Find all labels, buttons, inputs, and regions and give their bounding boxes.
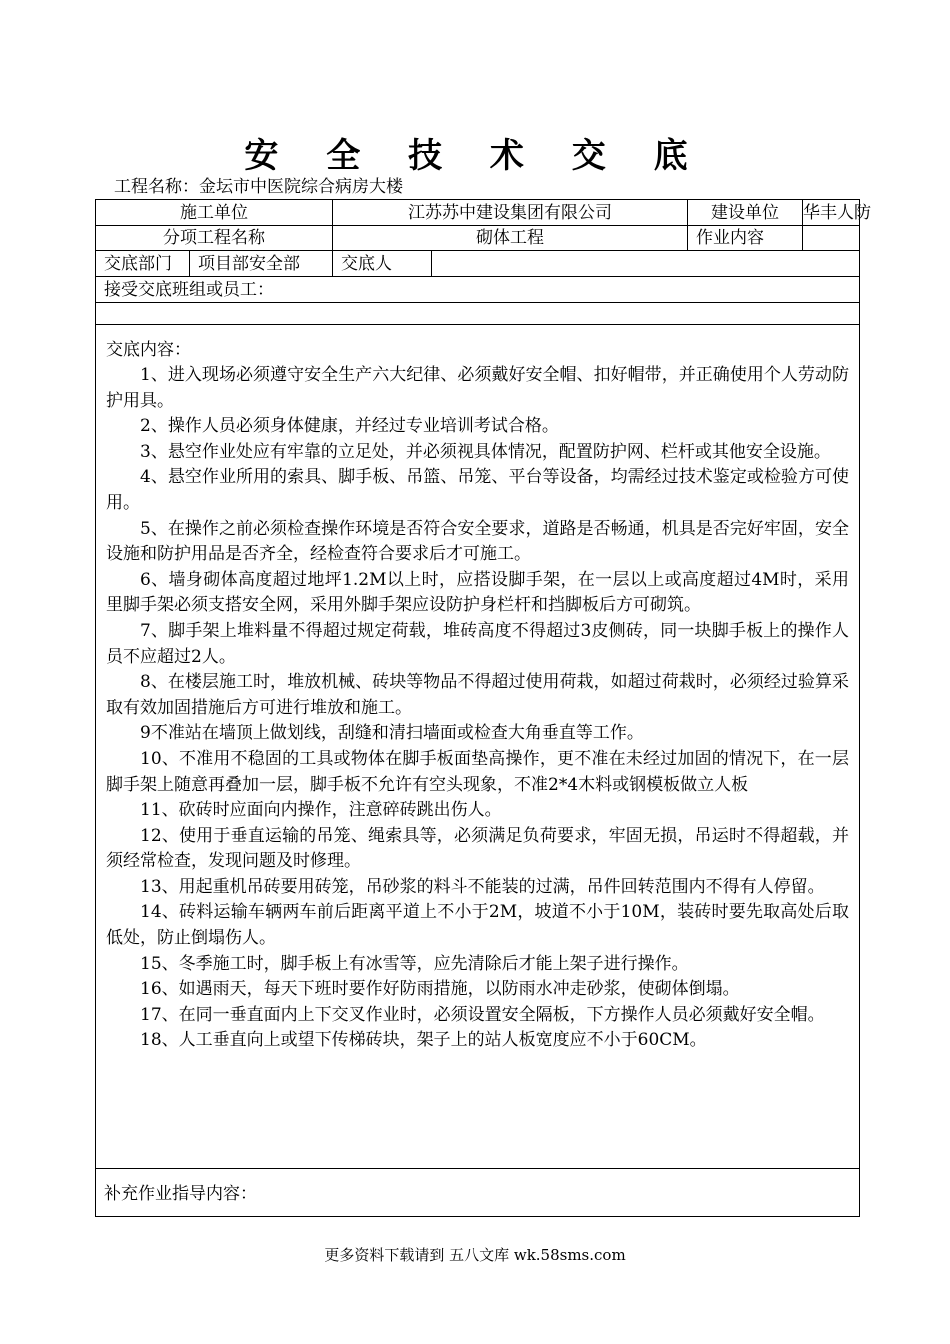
content-item: 17、在同一垂直面内上下交叉作业时，必须设置安全隔板，下方操作人员必须戴好安全帽。 — [140, 1004, 825, 1025]
project-name — [114, 176, 403, 198]
dept-value: 项目部安全部 — [190, 251, 333, 277]
content-item: 4、悬空作业所用的索具、脚手板、吊篮、吊笼、平台等设备，均需经过技术鉴定或检验方可使用。 — [106, 467, 849, 513]
discloser-value — [432, 251, 860, 277]
content-item: 14、砖料运输车辆两车前后距离平道上不小于2M，坡道不小于10M，装砖时要先取高处后取低处，防止倒塌伤人。 — [106, 902, 849, 949]
project-name-label: 工程名称： — [114, 177, 199, 197]
construction-unit-value: 江苏苏中建设集团有限公司 — [333, 200, 688, 226]
content-item: 3、悬空作业处应有牢靠的立足处，并必须视具体情况，配置防护网、栏杆或其他安全设施。 — [140, 441, 831, 462]
discloser-label: 交底人 — [333, 251, 432, 277]
dept-label: 交底部门 — [96, 251, 190, 277]
content-item: 18、人工垂直向上或望下传梯砖块，架子上的站人板宽度应不小于60CM。 — [140, 1030, 707, 1051]
footer-note: 更多资料下载请到 五八文库 wk.58sms.com — [324, 1246, 626, 1264]
content-item: 5、在操作之前必须检查操作环境是否符合安全要求，道路是否畅通，机具是否完好牢固，安全设施和防护用品是否齐全，经检查符合要求后才可施工。 — [106, 518, 849, 565]
table-row — [96, 226, 860, 251]
table-row — [96, 1169, 860, 1217]
disclosure-content — [96, 325, 860, 1169]
sub-project-value: 砌体工程 — [333, 226, 688, 251]
table-row — [96, 277, 860, 303]
content-item: 9不准站在墙顶上做划线，刮缝和清扫墙面或检查大角垂直等工作。 — [140, 723, 644, 744]
content-item: 15、冬季施工时，脚手板上有冰雪等，应先清除后才能上架子进行操作。 — [140, 953, 689, 974]
owner-unit-label: 建设单位 — [688, 200, 803, 226]
disclosure-table — [95, 199, 871, 1217]
content-heading: 交底内容： — [106, 340, 191, 360]
sub-project-label: 分项工程名称 — [96, 226, 333, 251]
supplement-label: 补充作业指导内容： — [96, 1169, 860, 1217]
table-row — [96, 251, 860, 277]
content-item: 2、操作人员必须身体健康，并经过专业培训考试合格。 — [140, 416, 559, 437]
content-item: 6、墙身砌体高度超过地坪1.2M以上时，应搭设脚手架，在一层以上或高度超过4M时，采用里脚手架必须支搭安全网，采用外脚手架应设防护身栏杆和挡脚板后方可砌筑。 — [106, 569, 849, 616]
content-item: 12、使用于垂直运输的吊笼、绳索具等，必须满足负荷要求，牢固无损，吊运时不得超载，并须经常检查，发现问题及时修理。 — [106, 825, 849, 872]
work-content-value — [803, 226, 860, 251]
content-item: 1、进入现场必须遵守安全生产六大纪律、必须戴好安全帽、扣好帽带，并正确使用个人劳动防护用具。 — [106, 365, 849, 411]
content-item: 8、在楼层施工时，堆放机械、砖块等物品不得超过使用荷栽，如超过荷栽时，必须经过验算采取有效加固措施后方可进行堆放和施工。 — [106, 672, 849, 718]
receiver-label: 接受交底班组或员工： — [96, 277, 860, 303]
content-item: 16、如遇雨天，每天下班时要作好防雨措施，以防雨水冲走砂浆，使砌体倒塌。 — [140, 979, 740, 1000]
table-row — [96, 303, 860, 325]
project-name-value: 金坛市中医院综合病房大楼 — [199, 177, 403, 197]
receiver-value — [96, 303, 860, 325]
owner-unit-value: 华丰人防 — [803, 200, 860, 226]
work-content-label: 作业内容 — [688, 226, 803, 251]
content-item: 10、不准用不稳固的工具或物体在脚手板面垫高操作，更不准在未经过加固的情况下，在一层脚手架上随意再叠加一层，脚手板不允许有空头现象，不准2*4木料或钢模板做立人板 — [106, 748, 849, 795]
content-item: 13、用起重机吊砖要用砖笼，吊砂浆的料斗不能装的过满，吊件回转范围内不得有人停留。 — [140, 876, 825, 897]
document-title: 安 全 技 术 交 底 — [244, 136, 706, 176]
table-row — [96, 325, 860, 1169]
construction-unit-label: 施工单位 — [96, 200, 333, 226]
table-row — [96, 200, 860, 226]
content-item: 11、砍砖时应面向内操作，注意碎砖跳出伤人。 — [140, 800, 502, 821]
content-item: 7、脚手架上堆料量不得超过规定荷载，堆砖高度不得超过3皮侧砖，同一块脚手板上的操作人员不应超过2人。 — [106, 620, 849, 667]
